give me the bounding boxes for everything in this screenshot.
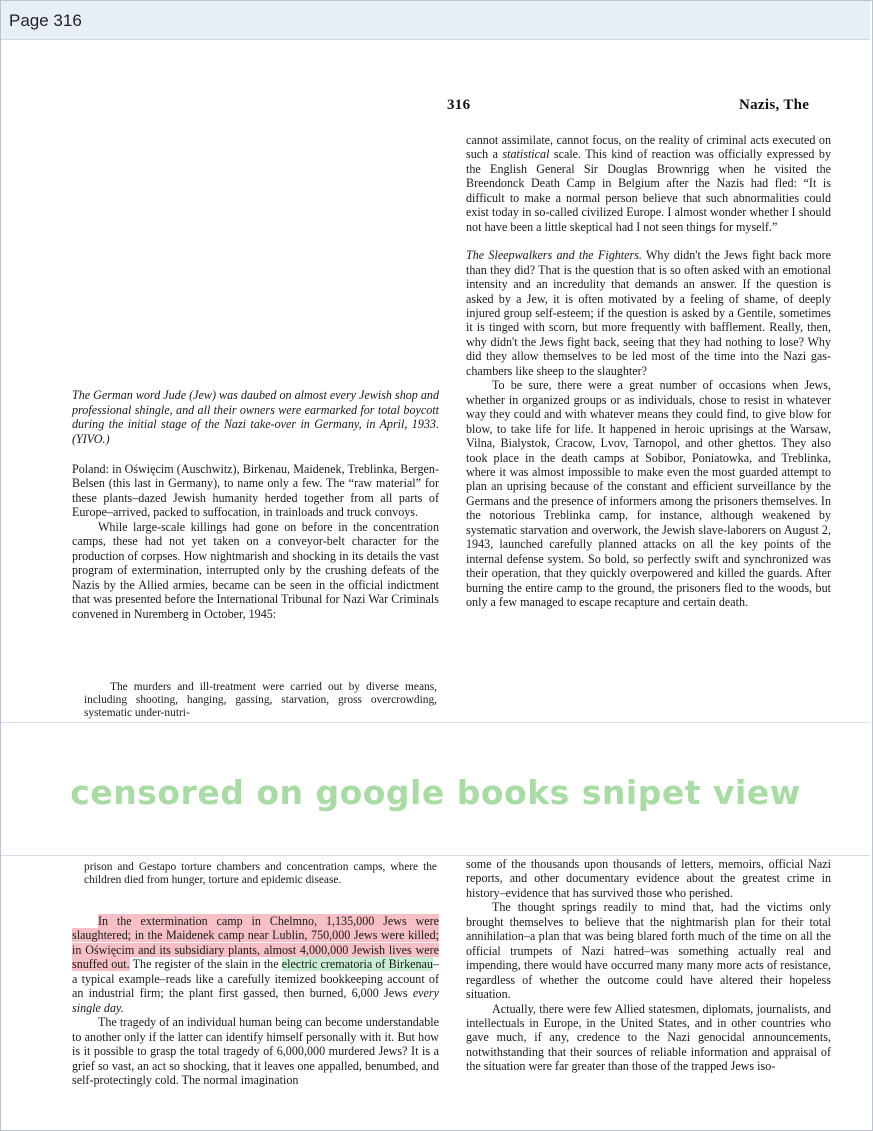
paragraph: The tragedy of an individual human being can become understandable to another only if the latter can identify himself personally with it. But how is it possible to grasp the total tragedy of 6,000,000 murdered Jews? It is a grief so vast, an act so shocking, that it leaves one appalled, benumbed, and self-protectingly cold. The normal imagination <box>72 1015 439 1087</box>
paragraph <box>466 133 831 234</box>
page-header-bar <box>1 1 870 40</box>
paragraph: While large-scale killings had gone on before in the concentration camps, these had not yet taken on a conveyor-belt character for the production of corpses. How nightmarish and shocking in its details the vast program of extermination, interrupted only by the crushing defeats of the Nazis by the Allied armies, became can be seen in the official indictment that was presented before the International Tribunal for Nazi War Criminals convened in Nuremberg in October, 1945: <box>72 519 439 621</box>
paragraph: Actually, there were few Allied statesmen, diplomats, journalists, and intellectuals in Europe, in the United States, and in other countries who gave much, if any, credence to the Nazi genocidal announcements, notwithstanding that their sources of reliable information and appraisal of the situation were far greater than those of the trapped Jews iso- <box>466 1001 831 1074</box>
emphasis: every single day. <box>72 986 439 1015</box>
quote-text: prison and Gestapo torture chambers and concentration camps, where the children died from hunger, torture and epidemic disease. <box>84 861 437 887</box>
quote-text: The murders and ill-treatment were carried out by diverse means, including shooting, hanging, gassing, starvation, gross overcrowding, systematic under-nutri- <box>84 681 437 720</box>
paragraph <box>72 914 439 1015</box>
page-number-label: Page 316 <box>9 11 82 30</box>
highlighted-phrase: electric crematoria of Birkenau <box>281 957 433 972</box>
indictment-quote-top <box>84 681 437 721</box>
book-page-number: 316 <box>447 97 471 113</box>
section-subheading: The Sleepwalkers and the Fighters. <box>466 248 642 263</box>
text-run: Why didn't the Jews fight back more than they did? That is the question that is so often asked with an emotional intensity and an incredulity that demands an answer. If the question is asked by a Jew, it is often motivated by a feeling of shame, of deeply injured group self-esteem; if the question is asked by a Gentile, sometimes it is tinged with scorn, but more frequently with bafflement. Really, then, why didn't the Jews fight back, seeing that they had nothing to lose? Why did they allow themselves to be led most of the time into the Nazi gas-chambers like sheep to the slaughter? <box>466 248 831 378</box>
censor-notice: censored on google books snipet view <box>70 773 801 812</box>
censor-overlay <box>1 722 870 856</box>
right-column-upper-text <box>466 133 831 723</box>
paragraph: some of the thousands upon thousands of letters, memoirs, official Nazi reports, and other documentary evidence about the greatest crime in history–evidence that has survived those who perished. <box>466 857 831 900</box>
text-run: –a typical example–reads like a carefully itemized bookkeeping account of an industrial firm; the plant first gassed, then burned, 6,000 Jews <box>72 957 439 1001</box>
image-caption: The German word Jude (Jew) was daubed on almost every Jewish shop and professional shingle, and all their owners were earmarked for total boycott during the initial stage of the Nazi take-over in Germany, in April, 1933. (YIVO.) <box>72 388 440 446</box>
left-column-upper-text <box>72 462 439 667</box>
text-run: The register of the slain in the <box>129 957 282 972</box>
paragraph: Poland: in Oświęcim (Auschwitz), Birkenau, Maidenek, Treblinka, Bergen-Belsen (this last in Germany), to name only a few. The “raw material” for these plants–dazed Jewish humanity herded together from all parts of Europe–arrived, packed to suffocation, in trainloads and truck convoys. <box>72 462 439 520</box>
paragraph <box>466 248 831 378</box>
emphasis: statistical <box>502 147 550 162</box>
paragraph: The thought springs readily to mind that, had the victims only brought themselves to believe that the nightmarish plan for their total annihilation–a plan that was being blared forth much of the time on all the official trumpets of Nazi hatred–was something actually real and impending, there would have occurred many many more acts of resistance, regardless of whether the outcome could have altered their hopeless situation. <box>466 900 831 1002</box>
text-run: scale. This kind of reaction was officially expressed by the English General Sir Douglas Brownrigg when he visited the Breendonck Death Camp in Belgium after the Nazis had fled: “It is difficult to make a normal person believe that such abnormalities could exist today in so-called civilized Europe. I almost wonder whether I should not have been a little skeptical had I not seen things for myself.” <box>466 147 831 234</box>
right-column-lower-text <box>466 857 831 1119</box>
highlighted-passage: In the extermination camp in Chelmno, 1,135,000 Jews were slaughtered; in the Maidenek camp near Lublin, 750,000 Jews were killed; in Oświęcim and its subsidiary plants, almost 4,000,000 Jewish lives were snuffed out. <box>72 914 439 972</box>
left-column-lower-text <box>72 914 439 1119</box>
indictment-quote-bottom <box>84 861 437 905</box>
paragraph: To be sure, there were a great number of occasions when Jews, whether in organized groups or as individuals, chose to resist in whatever way they could and with whatever means they could find, to give blow for blow, to take life for life. It happened in heroic uprisings at the Warsaw, Vilna, Bialystok, Cracow, Lvov, Tarnopol, and other ghettos. They also took place in the death camps at Sobibor, Poniatowka, and Treblinka, where it was almost impossible to make even the most guarded attempt to plan an uprising because of the constant and efficient surveillance by the Germans and the presence of informers among the prisoners themselves. In the notorious Treblinka camp, for instance, although weakened by systematic starvation and overwork, the Jewish slave-laborers on August 2, 1943, launched carefully planned attacks on all the key points of the internal defense system. So bold, so perfectly swift and synchronized was their operation, that they quickly overpowered and killed the guards. After burning the entire camp to the ground, the prisoners fled to the woods, but only a few managed to escape recapture and certain death. <box>466 378 831 610</box>
text-run: cannot assimilate, cannot focus, on the reality of criminal acts executed on such a <box>466 133 831 162</box>
running-title: Nazis, The <box>739 97 810 113</box>
